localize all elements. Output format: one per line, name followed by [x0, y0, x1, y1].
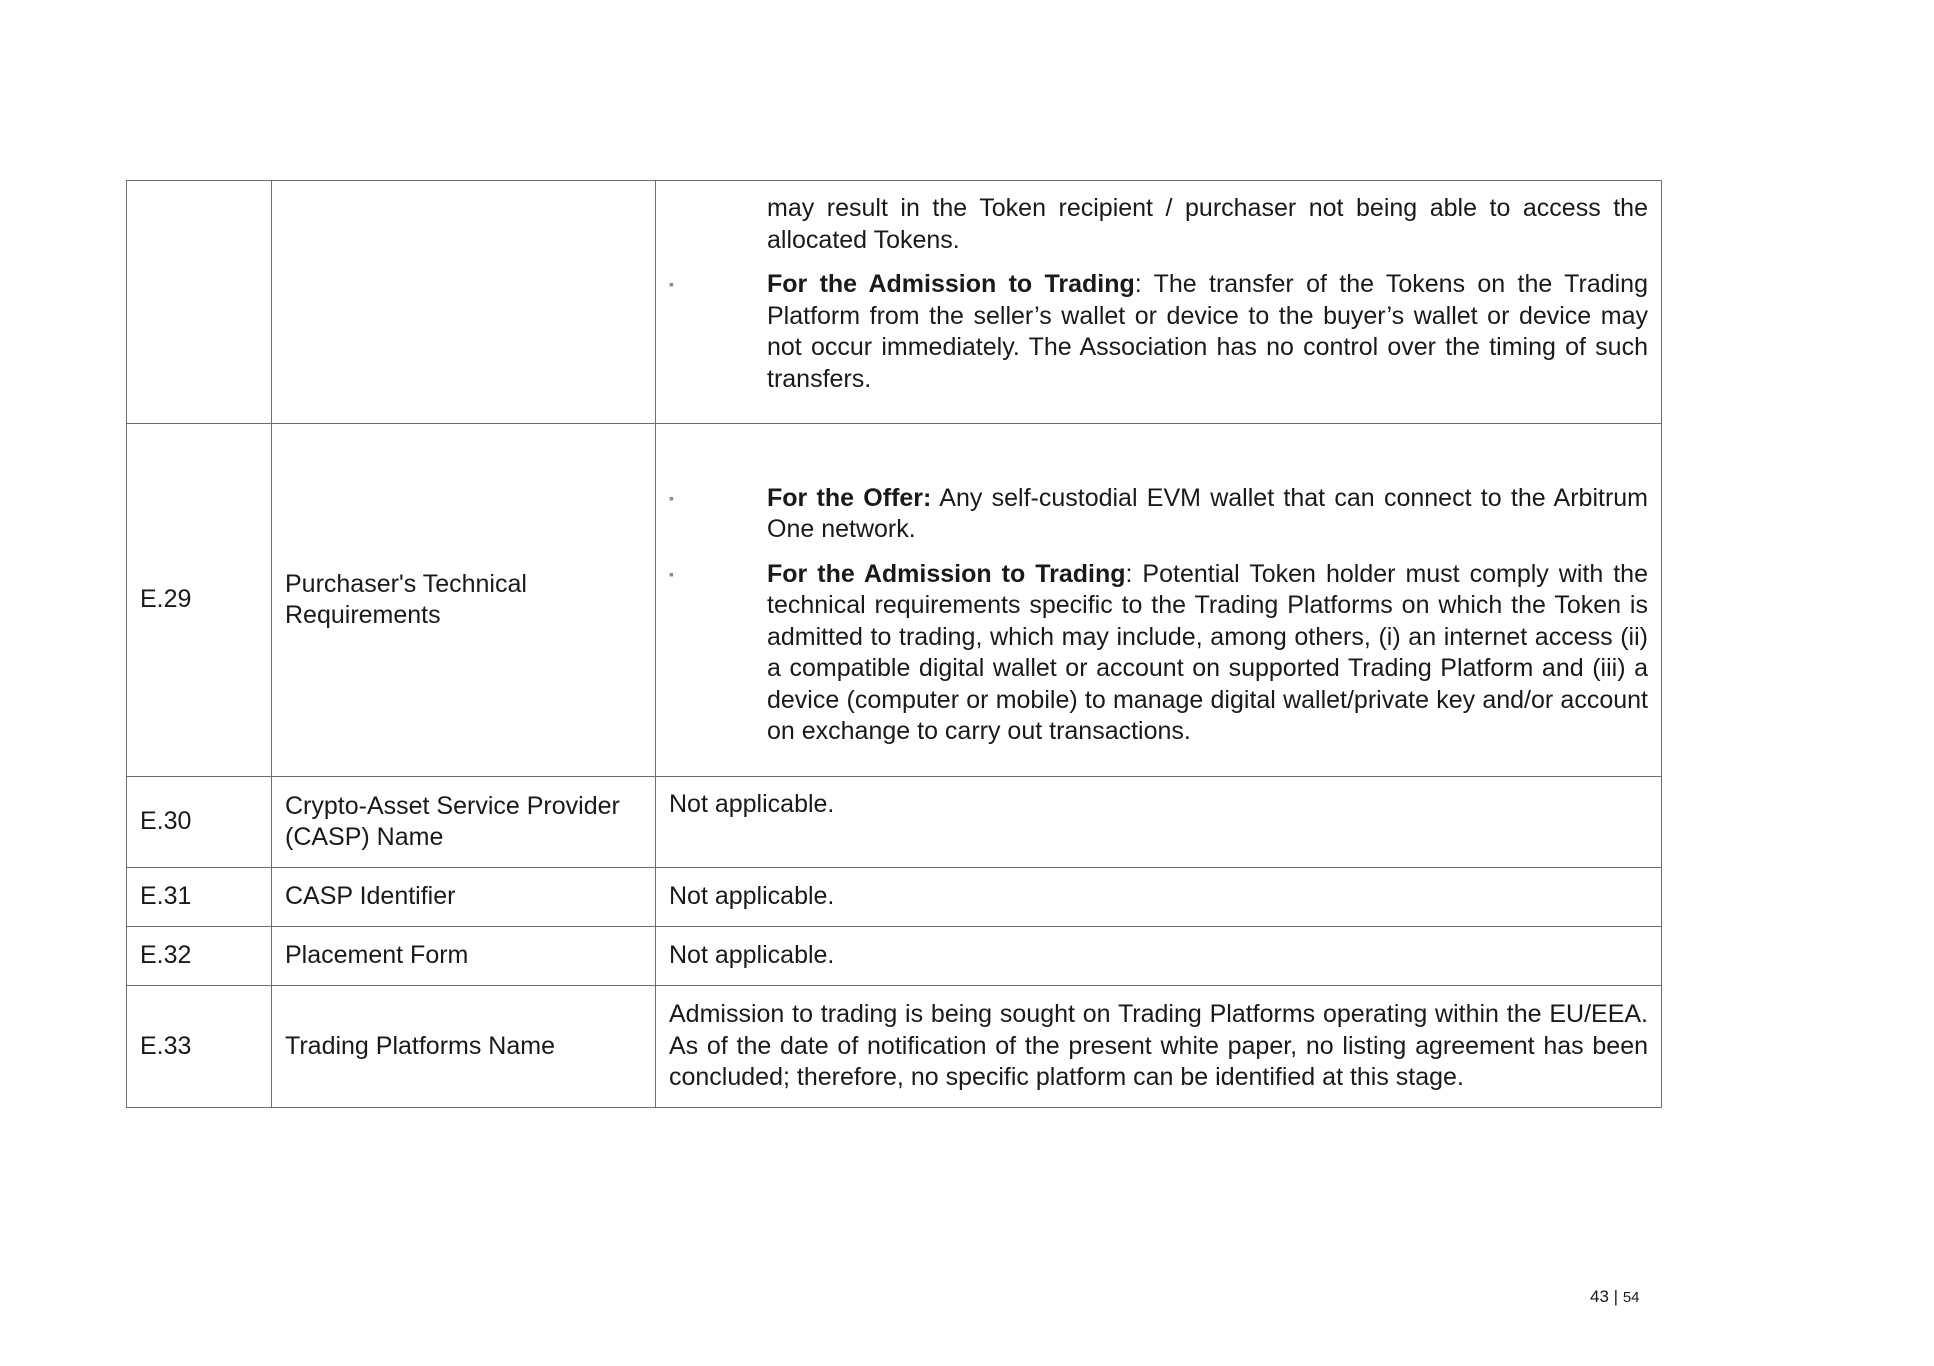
bullet-list: [669, 269, 1648, 395]
table-row: [127, 868, 1662, 927]
list-item: [669, 559, 1648, 748]
table-row: [127, 986, 1662, 1108]
page-number: [1590, 1287, 1640, 1307]
bullet-lead: For the Admission to Trading: [767, 270, 1135, 298]
list-item: [669, 269, 1648, 395]
bullet-text: Any self-custodial EVM wallet that can connect to the Arbitrum One network.: [767, 483, 1649, 543]
bullet-lead: For the Admission to Trading: [767, 559, 1126, 588]
bullet-text: : Potential Token holder must comply with the technical requirements specific to the Trading Platforms on which the Token is admitted to trading, which may include, among others, (i) an internet access (ii) a compatible digital wallet or account on supported Trading Platform and (iii) a device (computer or mobile) to manage digital wallet/private key and/or account on exchange to carry out transactions.: [767, 559, 1648, 745]
square-bullet-icon: ▪: [669, 489, 674, 506]
item-label-cell: [272, 181, 656, 424]
item-label-cell: CASP Identifier: [272, 868, 656, 927]
item-id-cell: E.29: [127, 424, 272, 777]
table-row: [127, 424, 1662, 777]
item-label-cell: Purchaser's Technical Requirements: [272, 424, 656, 777]
item-id-cell: E.33: [127, 986, 272, 1108]
item-label-cell: Trading Platforms Name: [272, 986, 656, 1108]
item-label-cell: Crypto-Asset Service Provider (CASP) Name: [272, 777, 656, 868]
page-current: 43: [1590, 1287, 1609, 1306]
table-row: [127, 777, 1662, 868]
page-separator: |: [1613, 1287, 1619, 1306]
continued-paragraph: may result in the Token recipient / purchaser not being able to access the allocated Tokens.: [767, 194, 1648, 254]
bullet-text: : The transfer of the Tokens on the Trading Platform from the seller’s wallet or device to the buyer’s wallet or device may not occur immediately. The Association has no control over the timing of such transfers.: [767, 270, 1648, 393]
item-description-cell: Not applicable.: [656, 927, 1662, 986]
item-id-cell: E.30: [127, 777, 272, 868]
list-item: [669, 483, 1648, 546]
square-bullet-icon: ▪: [669, 276, 674, 292]
table-row: [127, 181, 1662, 424]
bullet-lead: For the Offer:: [767, 483, 932, 512]
item-description-cell: Admission to trading is being sought on Trading Platforms operating within the EU/EEA. As of the date of notification of the present white paper, no listing agreement has been concluded; therefore, no specific platform can be identified at this stage.: [656, 986, 1662, 1108]
square-bullet-icon: ▪: [669, 565, 674, 582]
item-description-cell: [656, 424, 1662, 777]
item-id-cell: E.31: [127, 868, 272, 927]
item-label-cell: Placement Form: [272, 927, 656, 986]
item-description-cell: Not applicable.: [656, 777, 1662, 868]
item-id-cell: [127, 181, 272, 424]
bullet-list: [669, 483, 1648, 748]
disclosure-table: [126, 180, 1662, 1108]
item-description-cell: [656, 181, 1662, 424]
table-row: [127, 927, 1662, 986]
page-total: 54: [1622, 1289, 1640, 1306]
item-description-cell: Not applicable.: [656, 868, 1662, 927]
item-id-cell: E.32: [127, 927, 272, 986]
